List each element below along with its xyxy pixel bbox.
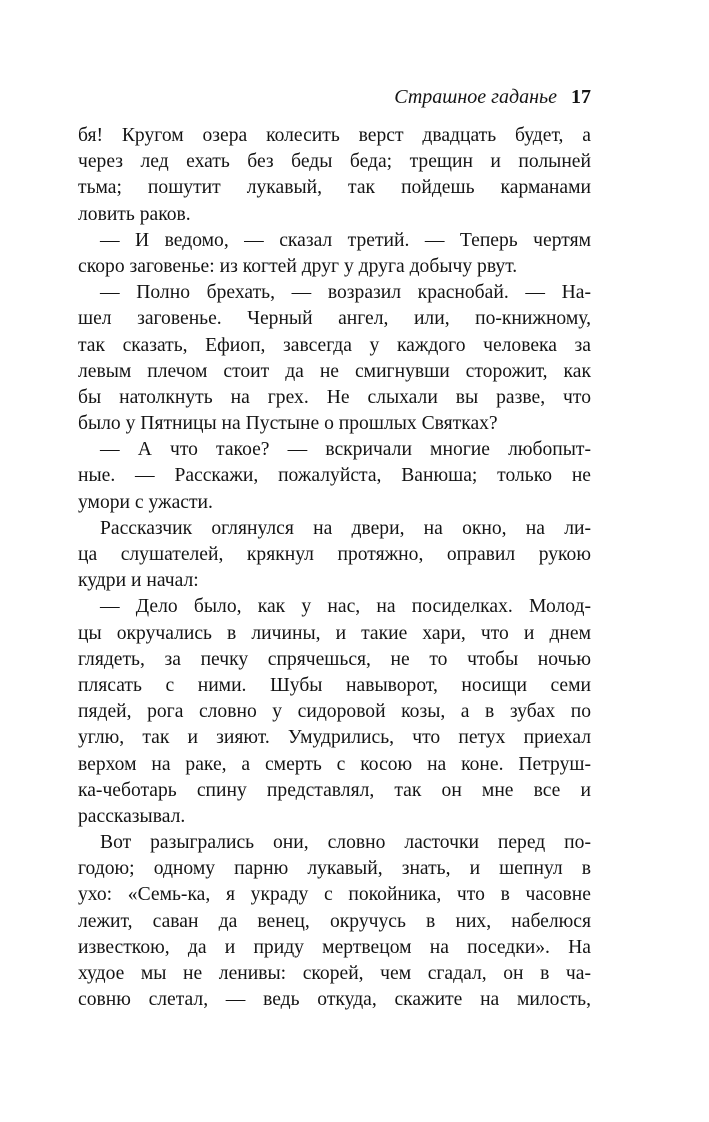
text-line: — И ведомо, — сказал третий. — Теперь чертям xyxy=(100,229,591,251)
text-line: ка-чеботарь спину представлял, так он мне все и xyxy=(78,779,591,801)
text-line: годою; одному парню лукавый, знать, и шепнул в xyxy=(78,858,591,880)
text-line: Вот разыгрались они, словно ласточки перед по- xyxy=(100,832,591,854)
text-line: рассказывал. xyxy=(78,805,186,827)
text-line: кудри и начал: xyxy=(78,570,199,592)
page-number: 17 xyxy=(571,86,591,108)
text-line: совню слетал, — ведь откуда, скажите на милость, xyxy=(78,989,591,1011)
text-line: плясать с ними. Шубы навыворот, носищи семи xyxy=(78,674,591,696)
chapter-title: Страшное гаданье xyxy=(394,86,557,108)
text-line: тьма; пошутит лукавый, так пойдешь карманами xyxy=(78,177,591,199)
text-line: пядей, рога словно у сидоровой козы, а в зубах по xyxy=(78,701,591,723)
text-line: — А что такое? — вскричали многие любопыт- xyxy=(100,439,591,461)
text-line: ухо: «Семь-ка, я украду с покойника, что в часовне xyxy=(78,884,591,906)
text-line: лежит, саван да венец, окручусь в них, набелюся xyxy=(78,910,591,932)
text-line: через лед ехать без беды беда; трещин и полыней xyxy=(78,151,591,173)
text-line: худое мы не ленивы: скорей, чем сгадал, он в ча- xyxy=(78,963,591,984)
running-head xyxy=(78,84,591,110)
text-line: ловить раков. xyxy=(78,203,191,225)
text-line: шел заговенье. Черный ангел, или, по-книжному, xyxy=(78,308,591,330)
text-line: бя! Кругом озера колесить верст двадцать будет, а xyxy=(78,125,591,146)
text-line: — Дело было, как у нас, на посиделках. Молод- xyxy=(100,596,591,618)
text-line: скоро заговенье: из когтей друг у друга добычу рвут. xyxy=(78,255,518,277)
text-line: — Полно брехать, — возразил краснобай. — На- xyxy=(100,282,591,304)
text-line: ца слушателей, крякнул протяжно, оправил рукою xyxy=(78,544,591,565)
text-line: цы окручались в личины, и такие хари, что и днем xyxy=(78,622,591,644)
text-line: углю, так и зияют. Умудрились, что петух приехал xyxy=(78,727,591,749)
text-line: было у Пятницы на Пустыне о прошлых Святках? xyxy=(78,413,498,435)
body-text xyxy=(78,123,591,1013)
text-line: верхом на раке, а смерть с косою на коне. Петруш- xyxy=(78,753,591,775)
text-line: бы натолкнуть на грех. Не слыхали вы разве, что xyxy=(78,386,591,408)
text-line: так сказать, Ефиоп, завсегда у каждого человека за xyxy=(78,334,591,356)
text-line: известкою, да и приду мертвецом на поседки». На xyxy=(78,936,591,958)
text-line: левым плечом стоит да не смигнувши сторожит, как xyxy=(78,360,591,382)
text-line: Рассказчик оглянулся на двери, на окно, на ли- xyxy=(100,517,591,539)
text-line: ные. — Расскажи, пожалуйста, Ванюша; только не xyxy=(78,465,591,487)
text-line: глядеть, за печку спрячешься, не то чтобы ночью xyxy=(78,648,591,670)
text-line: умори с ужасти. xyxy=(78,491,213,513)
